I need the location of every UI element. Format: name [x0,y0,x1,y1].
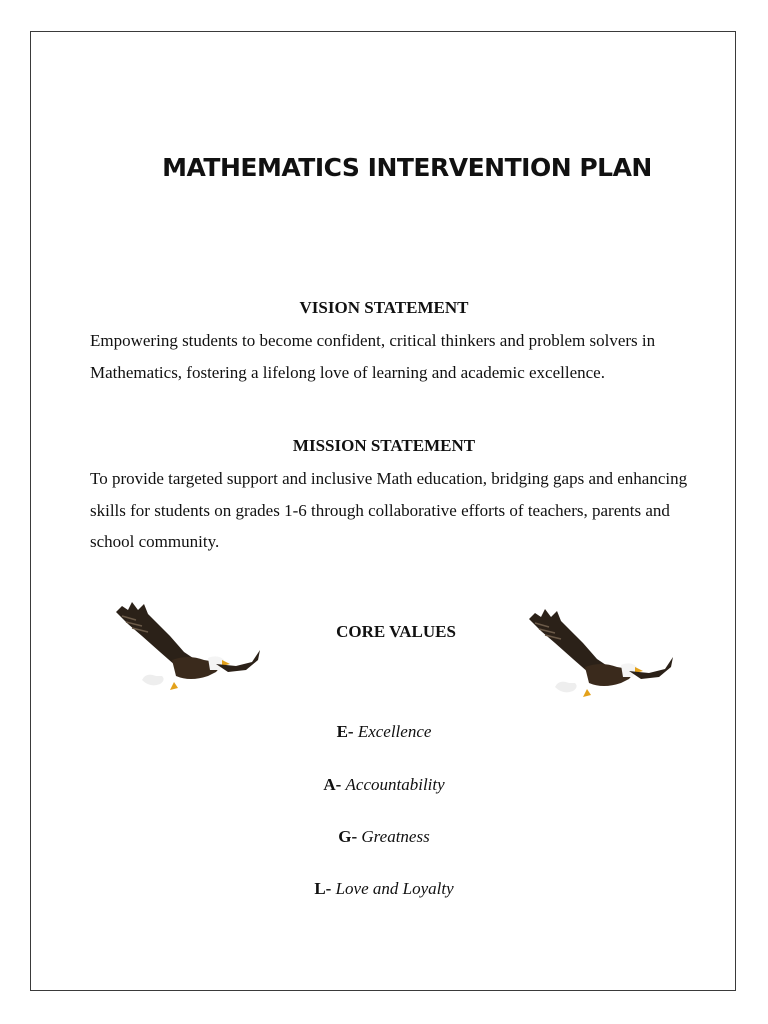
core-value-word: Greatness [361,827,430,846]
mission-text: To provide targeted support and inclusive Math education, bridging gaps and enhancing skills for students on grades 1-6 through collaborative efforts of teachers, parents and school community. [90,469,688,551]
core-value-item [90,774,678,796]
vision-text: Empowering students to become confident, critical thinkers and problem solvers in Mathematics, fostering a lifelong love of learning and academic excellence. [90,331,656,382]
core-value-word: Love and Loyalty [335,879,454,898]
core-value-letter: E- [336,722,354,741]
document-title: MATHEMATICS INTERVENTION PLAN [162,153,652,182]
core-value-item [90,721,678,743]
core-value-word: Excellence [357,722,432,741]
core-value-letter: G- [338,827,358,846]
core-values-heading: CORE VALUES [336,622,456,641]
core-value-word: Accountability [345,775,445,794]
vision-heading: VISION STATEMENT [299,298,469,317]
core-value-item [90,878,678,900]
mission-heading: MISSION STATEMENT [292,436,476,455]
core-value-item [90,826,678,848]
core-value-letter: L- [314,879,332,898]
eagle-image-left [112,600,262,692]
core-value-letter: A- [323,775,342,794]
